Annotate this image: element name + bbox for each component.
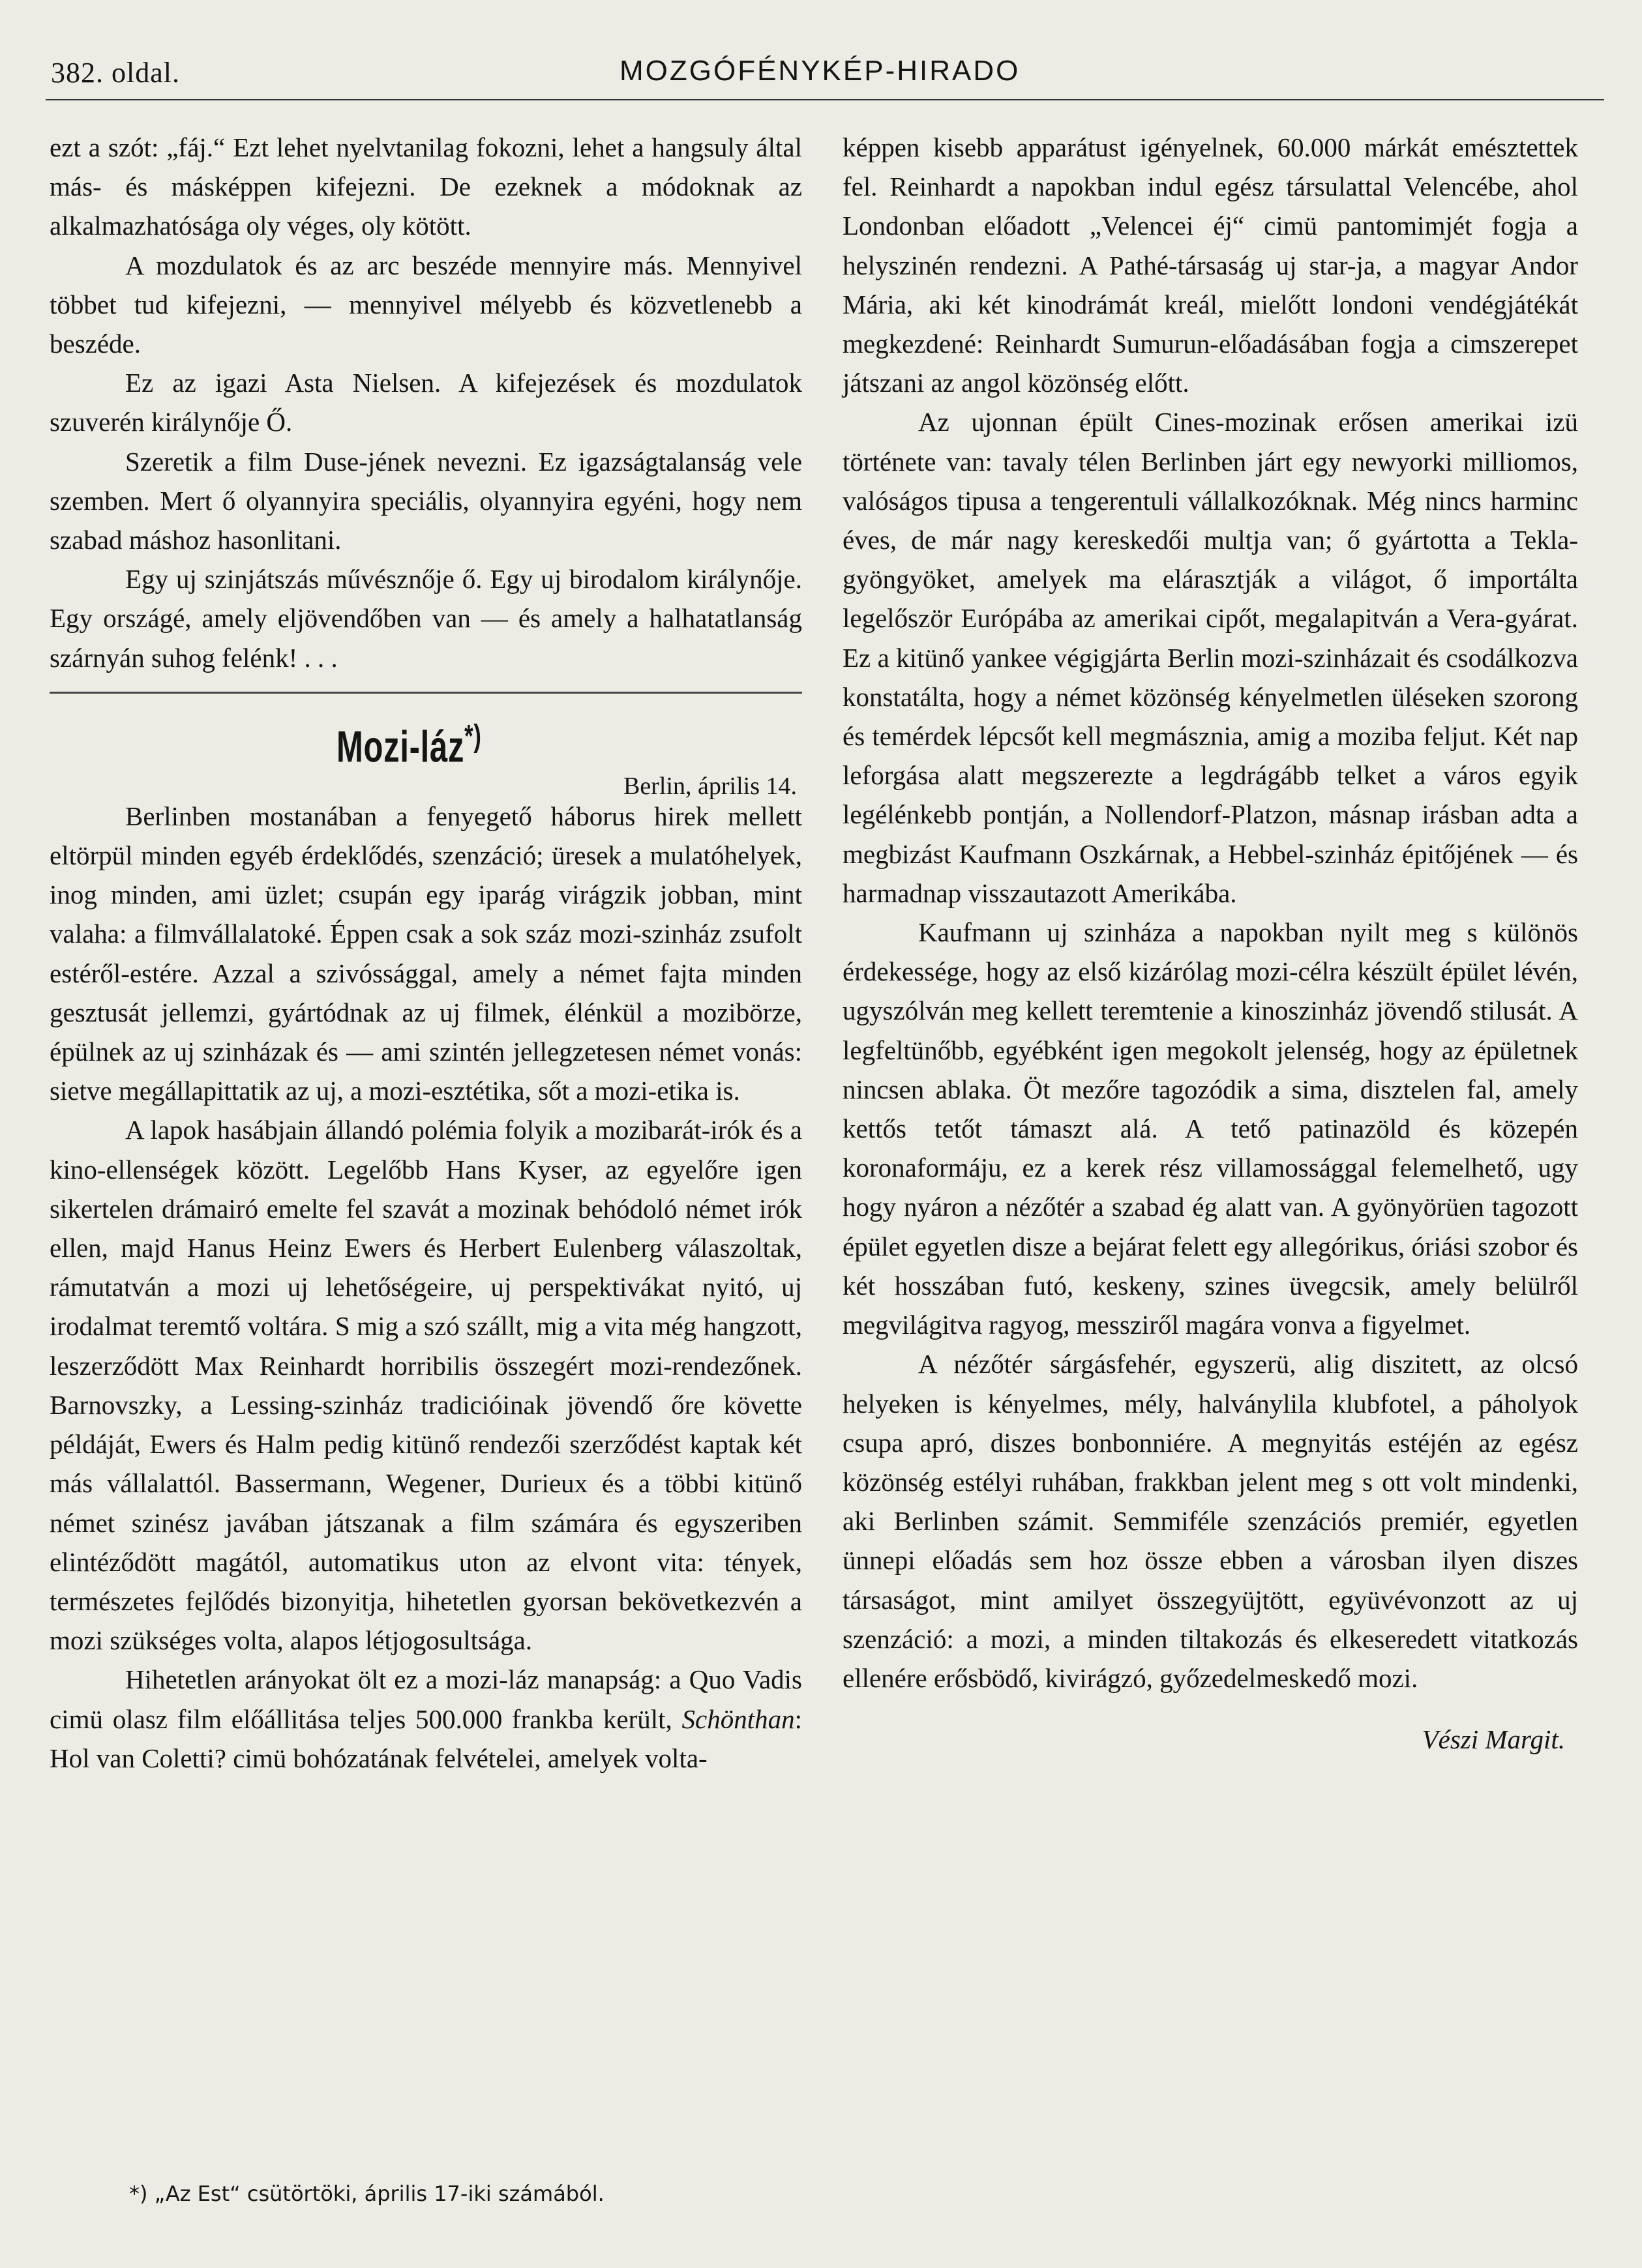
paragraph: Az ujonnan épült Cines-mozinak erősen amerikai izü története van: tavaly télen Berlinben járt egy newyorki milliomos, valóságos tipusa a tengerentuli vállalkozóknak. Még nincs harminc éves, de már nagy kereskedői multja van; ő gyártotta a Tekla-gyöngyöket, amelyek ma elárasztják a világot, ő importálta legelőször Európába az amerikai cipőt, megalapitván a Vera-gyárat. Ez a kitünő yankee végigjárta Berlin mozi-szinházait és csodálkozva konstatálta, hogy a német közönség kényelmetlen üléseken szorong és temérdek lépcsőt kell megmásznia, amig a moziba feljut. Két nap leforgása alatt megszerezte a legdrágább telket a város egyik legélénkebb pontján, a Nollendorf-Platzon, másnap irásban adta a megbizást Kaufmann Oszkárnak, a Hebbel-szinház épitőjének — és harmadnap visszautazott Amerikába. bbox=[843, 407, 1578, 908]
paragraph: képpen kisebb apparátust igényelnek, 60.000 márkát emésztettek fel. Reinhardt a napokban indul egész társulattal Velencébe, ahol Londonban előadott „Velencei éj“ cimü pantomimjét fogja a helyszinén rendezni. A Pathé-társaság uj star-ja, a magyar Andor Mária, aki két kinodrámát kreál, mielőtt londoni vendégjátékát megkezdené: Reinhardt Sumurun-előadásában fogja a cimszerepet játszani az angol közönség előtt. bbox=[843, 132, 1578, 398]
page-number: 382. oldal. bbox=[51, 57, 180, 89]
paragraph: A nézőtér sárgásfehér, egyszerü, alig diszitett, az olcsó helyeken is kényelmes, mély, halványlila klubfotel, a páholyok csupa apró, diszes bonbonniére. A megnyitás estéjén az egész közönség estélyi ruhában, frakkban jelent meg s ott volt mindenki, aki Berlinben számit. Semmiféle szenzációs premiér, egyetlen ünnepi előadás sem hoz össze ebben a városban ilyen diszes társaságot, mint amilyet összegyüjtött, együvévonzott az uj szenzáció: a mozi, a minden tiltakozás és elkeseredett vitatkozás ellenére erősbödő, kivirágzó, győzedelmeskedő mozi. bbox=[843, 1349, 1578, 1693]
left-column bbox=[50, 128, 802, 1778]
article-heading bbox=[50, 699, 802, 800]
footnote: *) „Az Est“ csütörtöki, április 17-iki számából. bbox=[129, 2181, 605, 2206]
article-title bbox=[336, 717, 482, 772]
page-header bbox=[46, 53, 1604, 99]
paragraph: ezt a szót: „fáj.“ Ezt lehet nyelvtanilag fokozni, lehet a hangsuly által más- és másképpen kifejezni. De ezeknek a módoknak az alkalmazhatósága oly véges, oly kötött. bbox=[50, 132, 802, 241]
running-title: MOZGÓFÉNYKÉP-HIRADO bbox=[619, 55, 1021, 87]
dateline: Berlin, április 14. bbox=[623, 772, 797, 800]
paragraph bbox=[50, 1660, 802, 1778]
right-column bbox=[843, 128, 1578, 1759]
paragraph: A mozdulatok és az arc beszéde mennyire más. Mennyivel többet tud kifejezni, — mennyivel mélyebb és közvetlenebb a beszéde. bbox=[50, 250, 802, 359]
italic-name: Schönthan bbox=[681, 1703, 795, 1734]
paragraph: Berlinben mostanában a fenyegető háborus hirek mellett eltörpül minden egyéb érdeklődés, szenzáció; üresek a mulatóhelyek, inog minden, ami üzlet; csupán egy iparág virágzik jobban, mint valaha: a filmvállalatoké. Éppen csak a sok száz mozi-szinház zsufolt estéről-estére. Azzal a szivóssággal, amely a német fajta minden gesztusát jellemzi, gyártódnak az uj filmek, élénkül a mozibörze, épülnek az uj szinházak és — ami szintén jellegzetesen német vonás: sietve megállapittatik az uj, a mozi-esztétika, sőt a mozi-etika is. bbox=[50, 801, 802, 1106]
paragraph: Kaufmann uj szinháza a napokban nyilt meg s különös érdekessége, hogy az első kizárólag mozi-célra készült épület lévén, ugyszólván meg kellett teremtenie a kinoszinház jövendő stilusát. A legfeltünőbb, egyébként igen megokolt jelenség, hogy az épületnek nincsen ablaka. Öt mezőre tagozódik a sima, disztelen fal, amely kettős tetőt támaszt alá. A tető patinazöld és közepén koronaformáju, ez a kerek rész villamossággal felemelhető, ugy hogy nyáron a nézőtér a szabad ég alatt van. A gyönyörüen tagozott épület egyetlen disze a bejárat felett egy allegórikus, óriási szobor és két hosszában futó, keskeny, szines üvegcsik, amely belülről megvilágitva ragyog, messziről magára vonva a figyelmet. bbox=[843, 917, 1578, 1340]
author-signature: Vészi Margit. bbox=[1422, 1724, 1565, 1755]
paragraph: Ez az igazi Asta Nielsen. A kifejezések és mozdulatok szuverén királynője Ő. bbox=[50, 368, 802, 437]
footnote-mark: *) bbox=[464, 718, 482, 754]
text-run: : Hol van Coletti? cimü bohózatának felvételei, amelyek volta- bbox=[50, 1703, 802, 1773]
article-title-text: Mozi-láz bbox=[336, 722, 465, 772]
paragraph: Egy uj szinjátszás művésznője ő. Egy uj birodalom királynője. Egy országé, amely eljövendőben van — és amely a halhatatlanság szárnyán suhog felénk! . . . bbox=[50, 564, 802, 673]
paragraph: A lapok hasábjain állandó polémia folyik a mozibarát-irók és a kino-ellenségek között. Legelőbb Hans Kyser, az egyelőre igen sikertelen drámairó emelte fel szavát a mozinak behódoló német irók ellen, majd Hanus Heinz Ewers és Herbert Eulenberg válaszoltak, rámutatván a mozi uj lehetőségeire, uj perspektivákat nyitó, uj irodalmat teremtő voltára. S mig a szó szállt, mig a vita még hangzott, leszerződött Max Reinhardt horribilis összegért mozi-rendezőnek. Barnovszky, a Lessing-szinház tradicióinak jövendő őre követte példáját, Ewers és Halm pedig kitünő rendezői szerződést kaptak két más vállalattól. Bassermann, Wegener, Durieux és a többi kitünő német szinész javában játszanak a film számára és egyszeriben elintéződött magától, automatikus uton az elvont vita: tények, természetes fejlődés bizonyitja, hihetetlen gyorsan bekövetkezvén a mozi szükséges volta, alapos létjogosultsága. bbox=[50, 1115, 802, 1656]
paragraph: Szeretik a film Duse-jének nevezni. Ez igazságtalanság vele szemben. Mert ő olyannyira speciális, olyannyira egyéni, hogy nem szabad máshoz hasonlitani. bbox=[50, 446, 802, 555]
section-divider bbox=[50, 692, 802, 694]
header-rule bbox=[46, 99, 1604, 100]
text-run: Hihetetlen arányokat ölt ez a mozi-láz manapság: a Quo Vadis cimü olasz film előállitása teljes 500.000 frankba került, bbox=[50, 1664, 802, 1734]
